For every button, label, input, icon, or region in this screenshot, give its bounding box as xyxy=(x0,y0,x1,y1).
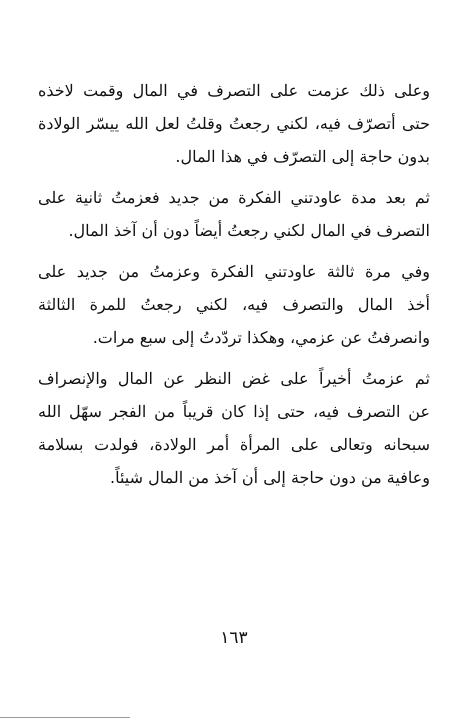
text-line: ثم عزمتُ أخيراً على غض النظر عن المال والإنصراف xyxy=(38,369,430,388)
text-line: عن التصرف فيه، حتى إذا كان قريباً من الفجر سهّل الله xyxy=(38,402,430,421)
text-line: التصرف في المال لكني رجعتُ أيضاً دون أن آخذ المال. xyxy=(68,221,430,240)
paragraph-2 xyxy=(38,181,430,247)
body-text xyxy=(38,74,430,502)
text-line: سبحانه وتعالى على المرأة أمر الولادة، فولدت بسلامة xyxy=(38,435,430,454)
text-line: وانصرفتُ عن عزمي، وهكذا تردّدتُ إلى سبع مرات. xyxy=(92,328,430,347)
paragraph-1 xyxy=(38,74,430,173)
text-line: وفي مرة ثالثة عاودتني الفكرة وعزمتُ من جديد على xyxy=(38,262,430,281)
text-line: بدون حاجة إلى التصرّف في هذا المال. xyxy=(175,147,430,166)
text-line: وعافية من دون حاجة إلى أن آخذ من المال شيئاً. xyxy=(110,468,430,487)
text-line: أخذ المال والتصرف فيه، لكني رجعتُ للمرة الثالثة xyxy=(38,295,430,314)
bottom-rule xyxy=(0,717,130,718)
text-line: وعلى ذلك عزمت على التصرف في المال وقمت لاخذه xyxy=(38,81,430,100)
text-line: ثم بعد مدة عاودتني الفكرة من جديد فعزمتُ ثانية على xyxy=(38,188,430,207)
paragraph-3 xyxy=(38,255,430,354)
text-line: حتى أتصرّف فيه، لكني رجعتُ وقلتُ لعل الله ييسّر الولادة xyxy=(38,114,430,133)
page-number: ١٦٣ xyxy=(220,628,248,648)
paragraph-4 xyxy=(38,362,430,494)
